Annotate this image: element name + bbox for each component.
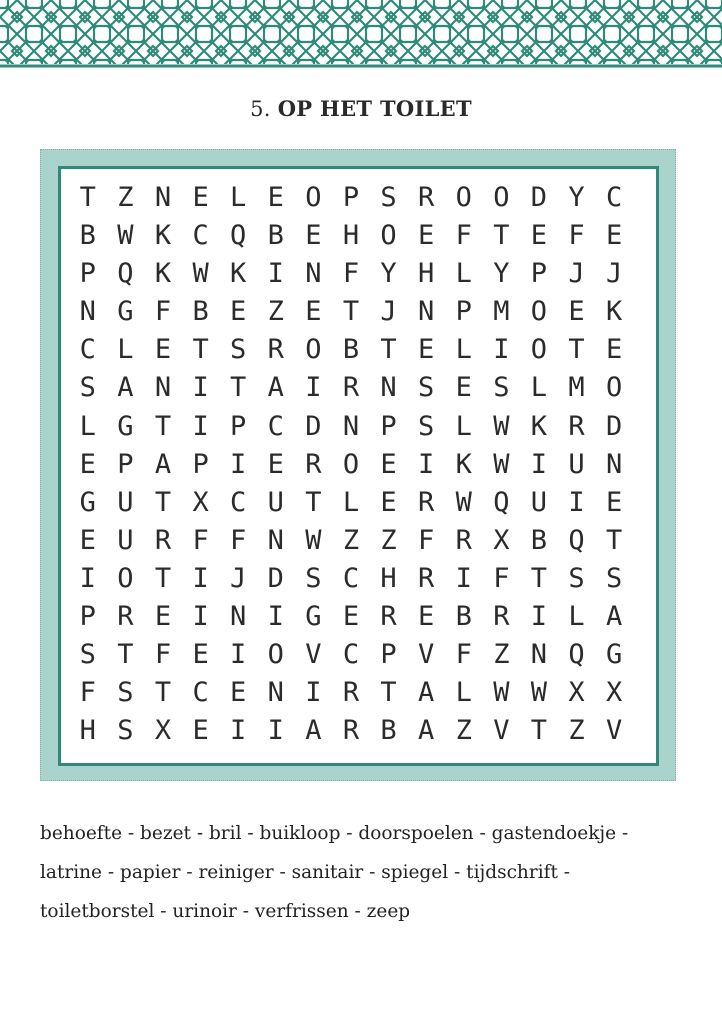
grid-cell[interactable]: I <box>192 410 209 442</box>
grid-cell[interactable]: E <box>418 601 435 633</box>
grid-cell[interactable]: N <box>605 448 623 480</box>
grid-cell[interactable]: X <box>493 524 510 556</box>
grid-cell[interactable]: R <box>117 601 134 633</box>
grid-cell[interactable]: I <box>230 715 247 747</box>
grid-cell[interactable]: W <box>493 448 510 480</box>
grid-cell[interactable]: F <box>455 220 472 252</box>
grid-cell[interactable]: E <box>380 448 397 480</box>
grid-cell[interactable]: N <box>418 296 435 328</box>
grid-cell[interactable]: Q <box>117 258 134 290</box>
grid-cell[interactable]: L <box>530 372 548 404</box>
grid-cell[interactable]: H <box>418 258 435 290</box>
grid-cell[interactable]: V <box>305 639 322 671</box>
grid-cell[interactable]: I <box>192 562 209 594</box>
grid-cell[interactable]: F <box>455 639 472 671</box>
grid-cell[interactable]: K <box>605 296 623 328</box>
grid-cell[interactable]: Y <box>568 182 585 213</box>
grid-cell[interactable]: O <box>117 562 134 594</box>
grid-cell[interactable]: D <box>267 562 284 594</box>
grid-cell[interactable]: L <box>568 601 585 633</box>
letter-grid[interactable] <box>69 179 633 750</box>
grid-cell[interactable]: Q <box>230 220 247 252</box>
grid-cell[interactable]: T <box>154 410 172 442</box>
grid-cell[interactable]: X <box>154 715 172 747</box>
grid-cell[interactable]: W <box>530 677 548 709</box>
grid-cell[interactable]: Y <box>493 258 510 290</box>
grid-cell[interactable]: G <box>117 410 134 442</box>
grid-cell[interactable]: T <box>154 562 172 594</box>
grid-cell[interactable]: S <box>568 562 585 594</box>
grid-cell[interactable]: W <box>493 410 510 442</box>
grid-cell[interactable]: R <box>342 372 360 404</box>
puzzle-title-text: OP HET TOILET <box>277 96 472 121</box>
grid-cell[interactable]: I <box>230 639 247 671</box>
grid-cell[interactable]: P <box>455 296 472 328</box>
grid-cell[interactable]: I <box>230 448 247 480</box>
grid-cell[interactable]: T <box>380 677 397 709</box>
grid-cell[interactable]: I <box>192 372 209 404</box>
grid-cell[interactable]: R <box>418 562 435 594</box>
grid-cell[interactable]: N <box>230 601 247 633</box>
grid-cell[interactable]: R <box>568 410 585 442</box>
grid-cell[interactable]: C <box>192 677 209 709</box>
grid-cell[interactable]: D <box>305 410 322 442</box>
grid-cell[interactable]: T <box>305 486 322 518</box>
puzzle-number: 5. <box>250 97 271 121</box>
grid-cell[interactable]: M <box>493 296 510 328</box>
grid-cell[interactable]: C <box>342 562 360 594</box>
grid-cell[interactable]: U <box>530 486 548 518</box>
grid-cell[interactable]: W <box>117 220 134 252</box>
grid-cell[interactable]: Q <box>568 524 585 556</box>
grid-cell[interactable]: E <box>605 486 623 518</box>
grid-cell[interactable]: F <box>418 524 435 556</box>
grid-cell[interactable]: N <box>154 182 172 213</box>
puzzle-title <box>0 96 722 121</box>
grid-cell[interactable]: R <box>493 601 510 633</box>
grid-cell[interactable]: I <box>455 562 472 594</box>
grid-cell[interactable]: E <box>455 372 472 404</box>
word-list-line: toiletborstel - urinoir - verfrissen - zeep <box>40 901 411 922</box>
grid-cell[interactable]: J <box>230 562 247 594</box>
grid-cell[interactable]: L <box>117 334 134 366</box>
word-list <box>40 814 690 931</box>
grid-cell[interactable]: U <box>117 524 134 556</box>
word-list-line: behoefte - bezet - bril - buikloop - doorspoelen - gastendoekje - <box>40 823 629 844</box>
grid-cell[interactable]: S <box>418 410 435 442</box>
grid-cell[interactable]: O <box>267 639 284 671</box>
grid-cell[interactable]: H <box>342 220 360 252</box>
grid-cell[interactable]: E <box>305 220 322 252</box>
grid-cell[interactable]: T <box>568 334 585 366</box>
grid-cell[interactable]: N <box>267 677 284 709</box>
grid-cell[interactable]: S <box>418 372 435 404</box>
grid-cell[interactable]: F <box>192 524 209 556</box>
grid-cell[interactable]: T <box>530 715 548 747</box>
grid-cell[interactable]: S <box>230 334 247 366</box>
grid-cell[interactable]: I <box>267 715 284 747</box>
grid-cell[interactable]: J <box>568 258 585 290</box>
grid-cell[interactable]: T <box>342 296 360 328</box>
grid-cell[interactable]: P <box>117 448 134 480</box>
grid-cell[interactable]: N <box>342 410 360 442</box>
grid-cell[interactable]: Z <box>493 639 510 671</box>
grid-cell[interactable]: D <box>530 182 548 213</box>
grid-cell[interactable]: T <box>117 639 134 671</box>
grid-cell[interactable]: S <box>380 182 397 213</box>
grid-cell[interactable]: K <box>455 448 472 480</box>
grid-cell[interactable]: L <box>79 410 96 442</box>
grid-cell[interactable]: T <box>493 220 510 252</box>
grid-cell[interactable]: A <box>267 372 284 404</box>
grid-cell[interactable]: Z <box>342 524 360 556</box>
grid-cell[interactable]: P <box>380 410 397 442</box>
grid-cell[interactable]: S <box>79 372 96 404</box>
grid-cell[interactable]: C <box>605 182 623 213</box>
grid-cell[interactable]: H <box>380 562 397 594</box>
grid-cell[interactable]: T <box>154 486 172 518</box>
grid-cell[interactable]: P <box>530 258 548 290</box>
grid-cell[interactable]: L <box>455 677 472 709</box>
grid-cell[interactable]: E <box>154 601 172 633</box>
grid-cell[interactable]: C <box>230 486 247 518</box>
grid-cell[interactable]: O <box>305 334 322 366</box>
grid-cell[interactable]: L <box>455 258 472 290</box>
grid-cell[interactable]: S <box>305 562 322 594</box>
grid-cell[interactable]: X <box>568 677 585 709</box>
grid-cell[interactable]: Z <box>568 715 585 747</box>
grid-cell[interactable]: I <box>568 486 585 518</box>
grid-cell[interactable]: R <box>305 448 322 480</box>
grid-cell[interactable]: R <box>267 334 284 366</box>
grid-cell[interactable]: S <box>117 677 134 709</box>
grid-cell[interactable]: W <box>192 258 209 290</box>
grid-cell[interactable]: I <box>192 601 209 633</box>
grid-cell[interactable]: R <box>418 182 435 213</box>
grid-cell[interactable]: Z <box>455 715 472 747</box>
grid-cell[interactable]: J <box>605 258 623 290</box>
grid-cell[interactable]: E <box>568 296 585 328</box>
grid-cell[interactable]: R <box>342 677 360 709</box>
grid-cell[interactable]: E <box>342 601 360 633</box>
grid-cell[interactable]: E <box>192 639 209 671</box>
grid-cell[interactable]: E <box>192 715 209 747</box>
grid-cell[interactable]: Q <box>493 486 510 518</box>
grid-cell[interactable]: A <box>605 601 623 633</box>
grid-cell[interactable]: G <box>79 486 96 518</box>
grid-cell[interactable]: B <box>380 715 397 747</box>
grid-cell[interactable]: L <box>455 410 472 442</box>
grid-cell[interactable]: T <box>380 334 397 366</box>
grid-cell[interactable]: S <box>605 562 623 594</box>
grid-cell[interactable]: B <box>79 220 96 252</box>
grid-cell[interactable]: K <box>530 410 548 442</box>
grid-cell[interactable]: R <box>418 486 435 518</box>
grid-cell[interactable]: T <box>530 562 548 594</box>
grid-cell[interactable]: E <box>380 486 397 518</box>
grid-cell[interactable]: P <box>342 182 360 213</box>
word-list-line: latrine - papier - reiniger - sanitair - spiegel - tijdschrift - <box>40 862 571 883</box>
grid-cell[interactable]: L <box>455 334 472 366</box>
grid-cell[interactable]: Z <box>117 182 134 213</box>
grid-cell[interactable]: P <box>230 410 247 442</box>
grid-cell[interactable]: I <box>305 372 322 404</box>
grid-cell[interactable]: I <box>418 448 435 480</box>
grid-cell[interactable]: B <box>267 220 284 252</box>
grid-cell[interactable]: E <box>267 448 284 480</box>
grid-cell[interactable]: S <box>117 715 134 747</box>
grid-cell[interactable]: C <box>342 639 360 671</box>
grid-cell[interactable]: B <box>192 296 209 328</box>
grid-cell[interactable]: F <box>79 677 96 709</box>
grid-cell[interactable]: N <box>154 372 172 404</box>
grid-cell[interactable]: I <box>530 601 548 633</box>
grid-cell[interactable]: P <box>192 448 209 480</box>
grid-cell[interactable]: I <box>305 677 322 709</box>
grid-cell[interactable]: A <box>418 677 435 709</box>
grid-cell[interactable]: B <box>342 334 360 366</box>
grid-cell[interactable]: T <box>230 372 247 404</box>
grid-cell[interactable]: K <box>154 258 172 290</box>
grid-cell[interactable]: K <box>230 258 247 290</box>
grid-cell[interactable]: R <box>342 715 360 747</box>
grid-cell[interactable]: X <box>192 486 209 518</box>
grid-cell[interactable]: E <box>79 448 96 480</box>
grid-cell[interactable]: V <box>493 715 510 747</box>
grid-cell[interactable]: T <box>79 182 96 213</box>
grid-cell[interactable]: O <box>380 220 397 252</box>
grid-cell[interactable]: C <box>192 220 209 252</box>
grid-cell[interactable]: O <box>455 182 472 213</box>
grid-cell[interactable]: G <box>305 601 322 633</box>
grid-cell[interactable]: E <box>605 220 623 252</box>
grid-cell[interactable]: O <box>530 334 548 366</box>
decorative-header-pattern <box>0 0 722 68</box>
grid-cell[interactable]: J <box>380 296 397 328</box>
grid-cell[interactable]: I <box>267 601 284 633</box>
grid-cell[interactable]: F <box>493 562 510 594</box>
grid-cell[interactable]: P <box>79 258 96 290</box>
grid-cell[interactable]: R <box>154 524 172 556</box>
grid-cell[interactable]: P <box>380 639 397 671</box>
grid-cell[interactable]: W <box>493 677 510 709</box>
grid-cell[interactable]: N <box>530 639 548 671</box>
grid-cell[interactable]: Y <box>380 258 397 290</box>
grid-cell[interactable]: A <box>305 715 322 747</box>
grid-cell[interactable]: K <box>154 220 172 252</box>
grid-cell[interactable]: N <box>305 258 322 290</box>
grid-cell[interactable]: F <box>154 296 172 328</box>
grid-cell[interactable]: E <box>230 296 247 328</box>
grid-cell[interactable]: F <box>568 220 585 252</box>
grid-cell[interactable]: R <box>455 524 472 556</box>
grid-cell[interactable]: H <box>79 715 96 747</box>
grid-cell[interactable]: E <box>79 524 96 556</box>
grid-cell[interactable]: A <box>154 448 172 480</box>
grid-cell[interactable]: N <box>79 296 96 328</box>
grid-cell[interactable]: W <box>455 486 472 518</box>
grid-cell[interactable]: O <box>530 296 548 328</box>
grid-cell[interactable]: V <box>605 715 623 747</box>
grid-cell[interactable]: B <box>530 524 548 556</box>
grid-cell[interactable]: T <box>154 677 172 709</box>
grid-cell[interactable]: L <box>230 182 247 213</box>
grid-cell[interactable]: D <box>605 410 623 442</box>
grid-cell[interactable]: O <box>305 182 322 213</box>
grid-cell[interactable]: E <box>267 182 284 213</box>
grid-cell[interactable]: I <box>530 448 548 480</box>
grid-cell[interactable]: S <box>79 639 96 671</box>
grid-cell[interactable]: E <box>605 334 623 366</box>
grid-cell[interactable]: E <box>418 334 435 366</box>
grid-cell[interactable]: M <box>568 372 585 404</box>
grid-cell[interactable]: O <box>342 448 360 480</box>
grid-cell[interactable]: F <box>230 524 247 556</box>
grid-cell[interactable]: C <box>267 410 284 442</box>
grid-cell[interactable]: E <box>418 220 435 252</box>
grid-cell[interactable]: A <box>418 715 435 747</box>
grid-cell[interactable]: B <box>455 601 472 633</box>
grid-cell[interactable]: T <box>192 334 209 366</box>
grid-cell[interactable]: P <box>79 601 96 633</box>
grid-cell[interactable]: G <box>117 296 134 328</box>
grid-cell[interactable]: Z <box>267 296 284 328</box>
grid-cell[interactable]: E <box>192 182 209 213</box>
grid-cell[interactable]: V <box>418 639 435 671</box>
grid-cell[interactable]: Q <box>568 639 585 671</box>
grid-cell[interactable]: Z <box>380 524 397 556</box>
grid-cell[interactable]: N <box>267 524 284 556</box>
grid-cell[interactable]: U <box>267 486 284 518</box>
grid-cell[interactable]: I <box>79 562 96 594</box>
grid-cell[interactable]: E <box>154 334 172 366</box>
grid-cell[interactable]: I <box>493 334 510 366</box>
grid-cell[interactable]: O <box>493 182 510 213</box>
grid-cell[interactable]: A <box>117 372 134 404</box>
grid-cell[interactable]: E <box>305 296 322 328</box>
grid-cell[interactable]: N <box>380 372 397 404</box>
grid-cell[interactable]: E <box>530 220 548 252</box>
grid-cell[interactable]: S <box>493 372 510 404</box>
grid-cell[interactable]: W <box>305 524 322 556</box>
grid-cell[interactable]: U <box>568 448 585 480</box>
grid-cell[interactable]: C <box>79 334 96 366</box>
grid-cell[interactable]: L <box>342 486 360 518</box>
grid-cell[interactable]: T <box>605 524 623 556</box>
grid-cell[interactable]: F <box>154 639 172 671</box>
grid-cell[interactable]: X <box>605 677 623 709</box>
grid-cell[interactable]: U <box>117 486 134 518</box>
grid-cell[interactable]: R <box>380 601 397 633</box>
grid-cell[interactable]: E <box>230 677 247 709</box>
grid-cell[interactable]: O <box>605 372 623 404</box>
grid-cell[interactable]: I <box>267 258 284 290</box>
grid-cell[interactable]: G <box>605 639 623 671</box>
grid-cell[interactable]: F <box>342 258 360 290</box>
